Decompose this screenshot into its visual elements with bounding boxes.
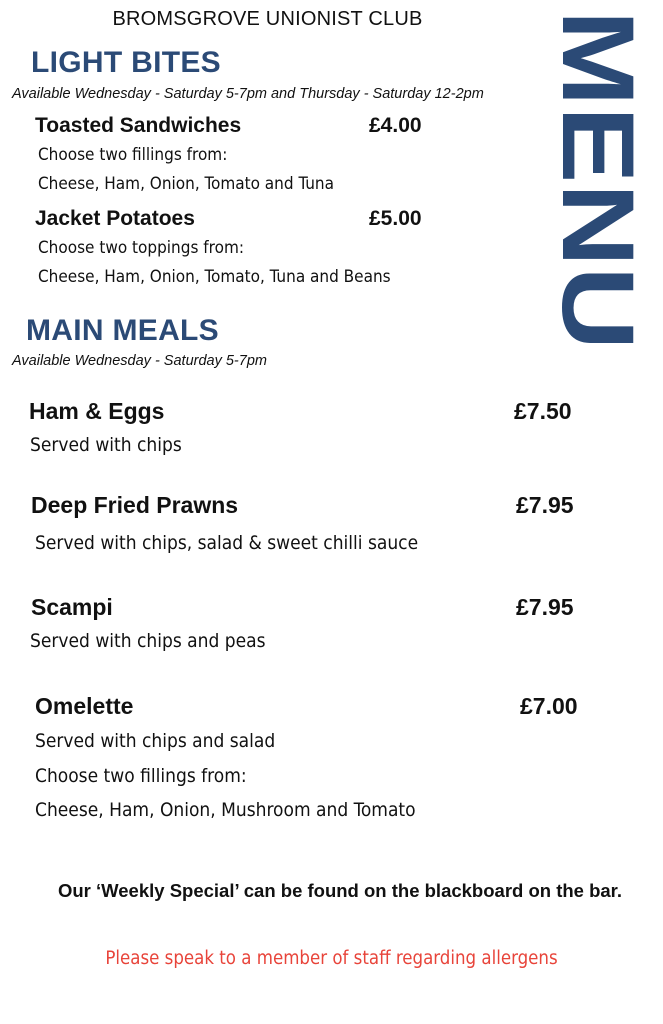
weekly-special-note: Our ‘Weekly Special’ can be found on the blackboard on the bar.	[57, 880, 623, 901]
item-name-scampi: Scampi	[31, 594, 113, 620]
item-name-ham-eggs: Ham & Eggs	[29, 398, 165, 424]
item-price-toasted-sandwiches: £4.00	[369, 114, 422, 137]
item-price-jacket-potatoes: £5.00	[369, 207, 422, 230]
item-desc-line: Served with chips, salad & sweet chilli sauce	[35, 532, 419, 554]
item-desc-line: Cheese, Ham, Onion, Tomato, Tuna and Beans	[38, 267, 391, 287]
allergen-note: Please speak to a member of staff regarding allergens	[105, 948, 558, 969]
main-meals-heading: MAIN MEALS	[26, 314, 219, 347]
item-price-ham-eggs: £7.50	[514, 398, 572, 424]
item-desc-line: Choose two fillings from:	[38, 145, 228, 165]
main-meals-availability: Available Wednesday - Saturday 5-7pm	[12, 353, 267, 369]
item-desc-line: Served with chips	[30, 434, 182, 456]
item-name-toasted-sandwiches: Toasted Sandwiches	[35, 114, 242, 137]
item-name-jacket-potatoes: Jacket Potatoes	[35, 207, 195, 230]
light-bites-availability: Available Wednesday - Saturday 5-7pm and Thursday - Saturday 12-2pm	[12, 86, 484, 102]
item-name-deep-fried-prawns: Deep Fried Prawns	[31, 492, 239, 518]
club-name: BROMSGROVE UNIONIST CLUB	[112, 8, 423, 30]
item-desc-line: Cheese, Ham, Onion, Tomato and Tuna	[38, 174, 334, 194]
item-name-omelette: Omelette	[35, 693, 134, 719]
menu-word-text: MENU	[541, 10, 655, 311]
item-desc-line: Served with chips and salad	[35, 730, 276, 752]
item-price-scampi: £7.95	[516, 594, 574, 620]
item-desc-line: Choose two toppings from:	[38, 238, 244, 258]
item-desc-line: Cheese, Ham, Onion, Mushroom and Tomato	[35, 799, 416, 821]
item-desc-line: Served with chips and peas	[30, 630, 266, 652]
light-bites-heading: LIGHT BITES	[31, 46, 221, 79]
item-desc-line: Choose two fillings from:	[35, 765, 247, 787]
item-price-deep-fried-prawns: £7.95	[516, 492, 574, 518]
item-price-omelette: £7.00	[520, 693, 578, 719]
menu-vertical-title	[541, 10, 655, 355]
